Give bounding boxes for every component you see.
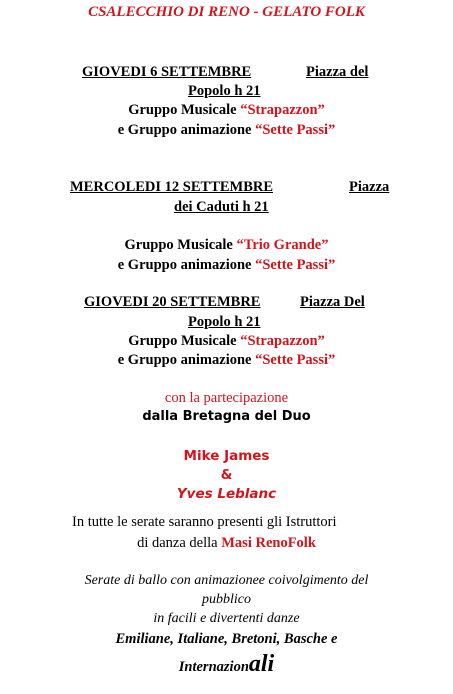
event-3-day: GIOVEDI 20 SETTEMBRE (84, 294, 261, 310)
instructors-prefix: di danza della (137, 535, 218, 551)
closing-line-5-b: ali (248, 651, 275, 677)
event-3-place-cont: Popolo h 21 (188, 314, 261, 330)
event-2-anim-prefix: e Gruppo animazione (117, 257, 252, 273)
bretagna-duo-text: dalla Bretagna del Duo (142, 409, 311, 424)
event-2-place-cont: dei Caduti h 21 (174, 199, 269, 215)
event-1-music-name: “Strapazzon” (240, 102, 325, 118)
instructors-line-1: In tutte le serate saranno presenti gli Istruttori (72, 514, 337, 530)
closing-line-2: pubblico (202, 592, 251, 607)
event-1-music-prefix: Gruppo Musicale (128, 102, 237, 118)
event-1-day: GIOVEDI 6 SETTEMBRE (82, 64, 252, 80)
instructors-line-2 (0, 535, 453, 552)
event-2-anim-name: “Sette Passi” (255, 257, 336, 273)
artist-ampersand: & (220, 467, 233, 483)
event-3-animation (0, 352, 453, 369)
event-2-animation (0, 257, 453, 274)
event-2-day: MERCOLEDI 12 SETTEMBRE (70, 179, 274, 195)
event-3-anim-name: “Sette Passi” (255, 352, 336, 368)
closing-line-5-a: Internazion (178, 659, 249, 675)
event-2-music-name: “Trio Grande” (236, 237, 329, 253)
event-3-anim-prefix: e Gruppo animazione (117, 352, 252, 368)
closing-line-1: Serate di ballo con animazionee coivolgimento del (84, 573, 369, 588)
artist-2: Yves Leblanc (176, 486, 277, 502)
event-1-animation (0, 122, 453, 139)
closing-line-3: in facili e divertenti danze (153, 611, 300, 626)
instructors-name: Masi RenoFolk (221, 535, 316, 551)
event-2-place: Piazza (349, 179, 390, 195)
closing-line-4: Emiliane, Italiane, Bretoni, Basche e (115, 631, 338, 647)
event-1-place: Piazza del (306, 64, 369, 80)
event-1-anim-prefix: e Gruppo animazione (117, 122, 252, 138)
event-3-music-prefix: Gruppo Musicale (128, 333, 237, 349)
participation-text: con la partecipazione (164, 390, 289, 406)
event-1-place-cont: Popolo h 21 (188, 83, 261, 99)
page-title: CSALECCHIO DI RENO - GELATO FOLK (88, 4, 365, 20)
event-3-place: Piazza Del (300, 294, 365, 310)
event-3-music-name: “Strapazzon” (240, 333, 325, 349)
event-1-music (0, 102, 453, 119)
event-3-music (0, 333, 453, 350)
event-2-music (0, 237, 453, 254)
closing-line-5 (0, 651, 453, 678)
event-1-anim-name: “Sette Passi” (255, 122, 336, 138)
artist-1: Mike James (183, 448, 270, 464)
event-2-music-prefix: Gruppo Musicale (124, 237, 233, 253)
